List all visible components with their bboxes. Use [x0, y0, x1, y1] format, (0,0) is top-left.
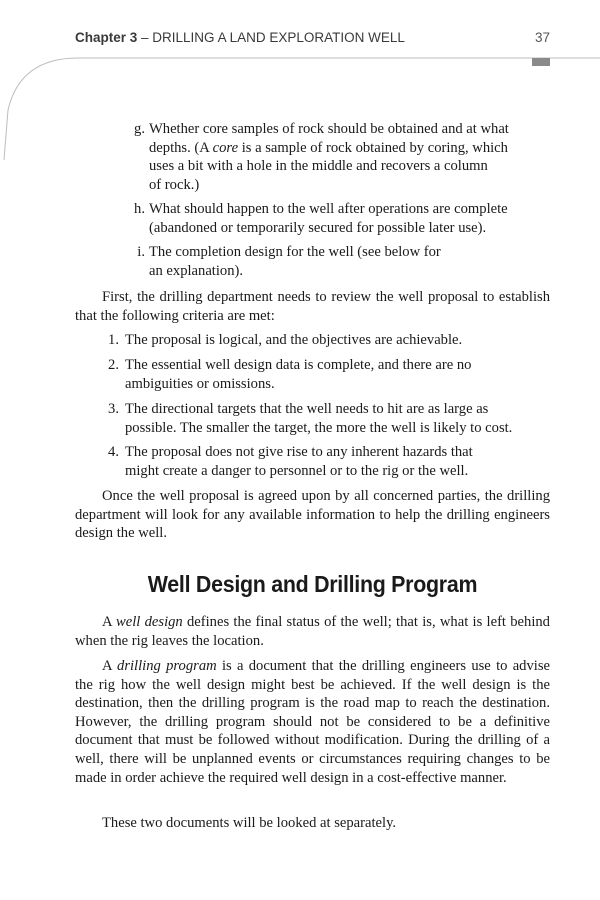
line: What should happen to the well after operations are complete: [149, 201, 508, 217]
list-marker: i.: [137, 244, 145, 260]
list-marker: 1.: [108, 332, 119, 348]
list-marker: 2.: [108, 357, 119, 373]
line: ambiguities or omissions.: [125, 375, 275, 392]
line: The directional targets that the well needs to hit are as large as: [125, 401, 489, 417]
thumb-tab-marker: [532, 58, 550, 66]
text-run: is a sample of rock obtained by coring, which: [238, 139, 508, 156]
line: The essential well design data is complete, and there are no: [125, 357, 472, 373]
term-well-design: well design: [116, 614, 183, 630]
text-run: is a document that the drilling engineers use to advise the rig how the well design might best be achieved. If the well design is the destination, then the drilling program is the road map to reach the destination. However, the drilling program should not be considered to be a definitive document that must be followed without modification. During the drilling of a well, there will be unplanned events or circumstances requiring changes to be made in order achieve the required well design in a cost-effective manner.: [75, 658, 550, 786]
term-drilling-program: drilling program: [117, 658, 217, 674]
list-marker: g.: [134, 121, 145, 137]
list-marker: 3.: [108, 401, 119, 417]
line: of rock.): [149, 176, 200, 193]
text-run: A: [102, 658, 118, 674]
line: Whether core samples of rock should be obtained and at what: [149, 121, 509, 137]
page-number: 37: [534, 30, 550, 45]
line: possible. The smaller the target, the more the well is likely to cost.: [125, 419, 513, 436]
list-marker: h.: [134, 201, 145, 217]
list-marker: 4.: [108, 444, 119, 460]
line: [149, 139, 559, 158]
text-run: A: [102, 614, 117, 630]
text-run: defines the final status of the well; that is, what is left behind when the rig leaves the location.: [75, 614, 550, 649]
line: The proposal does not give rise to any inherent hazards that: [125, 444, 473, 460]
closing-paragraph: Once the well proposal is agreed upon by all concerned parties, the drilling department will look for any available information to help the drilling engineers design the well.: [75, 488, 550, 542]
line: (abandoned or temporarily secured for possible later use).: [149, 219, 487, 236]
well-design-paragraph: [75, 613, 550, 650]
drilling-program-paragraph: [75, 657, 550, 787]
intro-paragraph: First, the drilling department needs to review the well proposal to establish that the following criteria are met:: [75, 289, 550, 324]
line: The completion design for the well (see below for: [149, 244, 441, 260]
line: The proposal is logical, and the objectives are achievable.: [125, 332, 463, 348]
chapter-label: Chapter 3: [75, 30, 138, 45]
text-run: depths. (A: [149, 139, 213, 156]
chapter-title: – DRILLING A LAND EXPLORATION WELL: [137, 30, 405, 45]
final-paragraph: These two documents will be looked at separately.: [102, 815, 397, 831]
term-core: core: [212, 139, 239, 156]
section-heading: Well Design and Drilling Program: [147, 571, 478, 597]
line: uses a bit with a hole in the middle and recovers a column: [149, 158, 488, 175]
chapter-heading: [75, 30, 405, 45]
line: might create a danger to personnel or to the rig or the well.: [125, 462, 469, 479]
line: an explanation).: [149, 262, 244, 279]
